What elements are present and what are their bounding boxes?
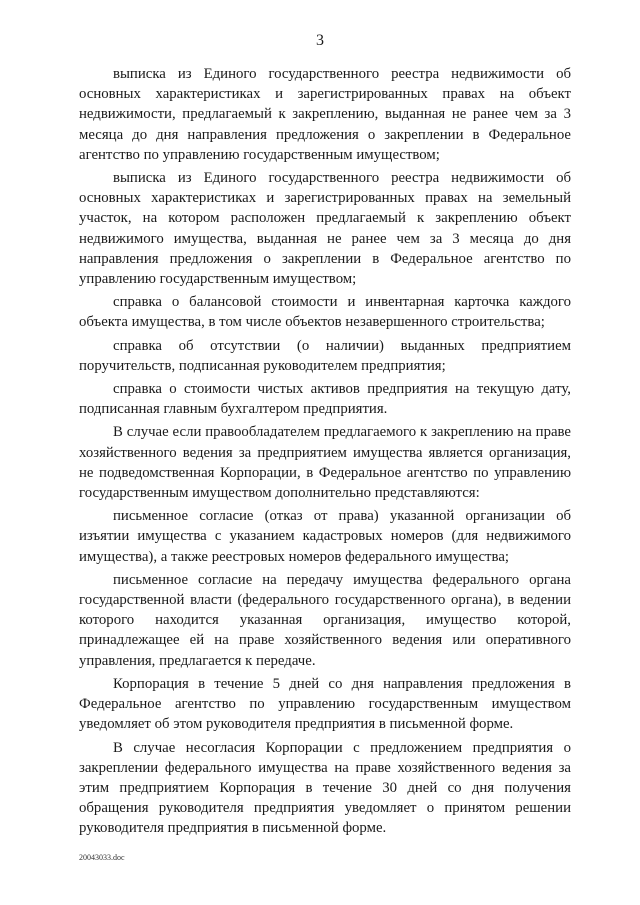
paragraph: справка об отсутствии (о наличии) выданных предприятием поручительств, подписанная руководителем предприятия; xyxy=(79,337,571,374)
page-number: 3 xyxy=(316,32,324,49)
paragraph: справка о балансовой стоимости и инвентарная карточка каждого объекта имущества, в том числе объектов незавершенного строительства; xyxy=(79,294,571,331)
footer-filename: 20043033.doc xyxy=(79,853,125,862)
document-body xyxy=(79,64,571,842)
paragraph: выписка из Единого государственного реестра недвижимости об основных характеристиках и зарегистрированных правах на объект недвижимости, предлагаемый к закреплению, выданная не ранее чем за 3 месяца до дня направления предложения о закреплении в Федеральное агентство по управлению государственным имуществом; xyxy=(79,66,571,163)
paragraph: В случае несогласия Корпорации с предложением предприятия о закреплении федерального имущества на праве хозяйственного ведения за этим предприятием Корпорация в течение 30 дней со дня получения обращения руководителя предприятия уведомляет о принятом решении руководителя предприятия в письменной форме. xyxy=(79,739,571,837)
paragraph: выписка из Единого государственного реестра недвижимости об основных характеристиках и зарегистрированных правах на земельный участок, на котором расположен предлагаемый к закреплению объект недвижимого имущества, выданная не ранее чем за 3 месяца до дня направления предложения о закреплении в Федеральное агентство по управлению государственным имуществом; xyxy=(79,170,571,288)
paragraph: письменное согласие (отказ от права) указанной организации об изъятии имущества с указанием кадастровых номеров (для недвижимого имущества), а также реестровых номеров федерального имущества; xyxy=(79,508,571,565)
paragraph: Корпорация в течение 5 дней со дня направления предложения в Федеральное агентство по управлению государственным имуществом уведомляет об этом руководителя предприятия в письменной форме. xyxy=(79,675,571,733)
paragraph: В случае если правообладателем предлагаемого к закреплению на праве хозяйственного ведения за предприятием имущества является организация, не подведомственная Корпорации, в Федеральное агентство по управлению государственным имуществом дополнительно представляются: xyxy=(79,424,571,502)
paragraph: справка о стоимости чистых активов предприятия на текущую дату, подписанная главным бухгалтером предприятия. xyxy=(79,381,571,418)
paragraph: письменное согласие на передачу имущества федерального органа государственной власти (федерального государственного органа), в ведении которого находится указанная организация, имущество которой, принадлежащее ей на праве хозяйственного ведения или оперативного управления, предлагается к передаче. xyxy=(79,571,571,669)
